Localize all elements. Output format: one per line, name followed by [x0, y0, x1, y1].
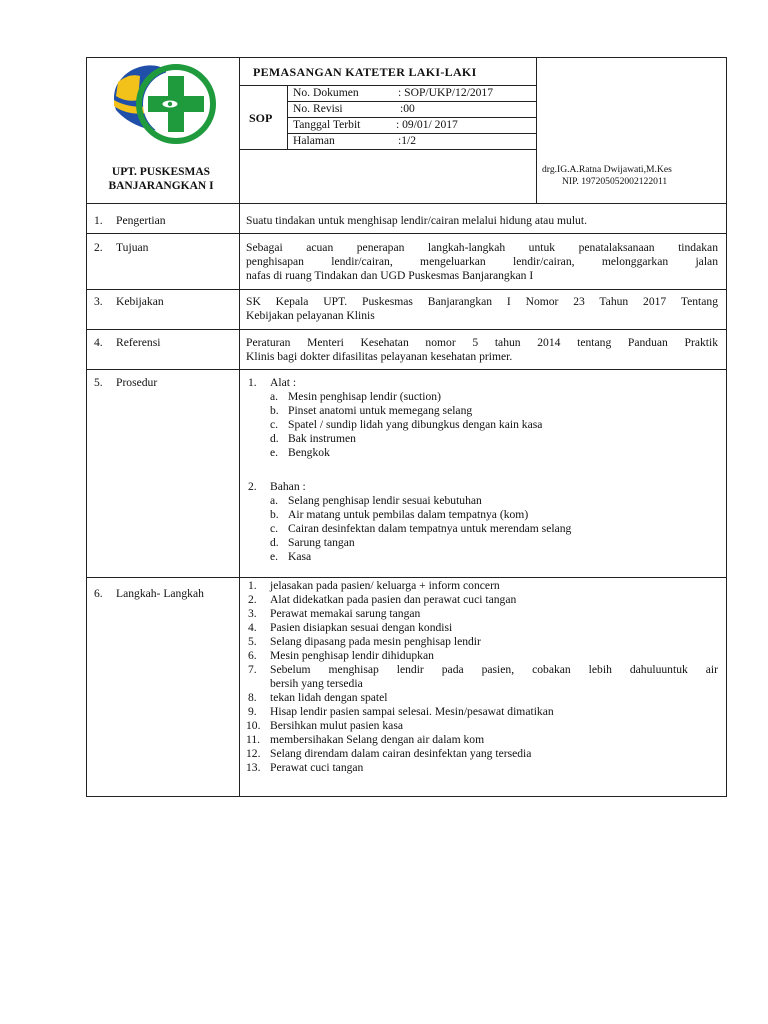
header-mid-line [239, 149, 536, 150]
section-label-kebijakan: Kebijakan [116, 295, 164, 308]
section-divider-2 [86, 289, 727, 290]
langkah-number: 2. [248, 593, 257, 606]
langkah-item: Perawat cuci tangan [270, 761, 364, 774]
sop-label: SOP [249, 111, 273, 125]
langkah-number: 12. [246, 747, 261, 760]
alat-item: Spatel / sundip lidah yang dibungkus dengan kain kasa [288, 418, 543, 431]
bahan-item: Cairan desinfektan dalam tempatnya untuk merendam selang [288, 522, 572, 535]
section-divider-4 [86, 369, 727, 370]
alat-number: 1. [248, 376, 257, 389]
section-number-3: 3. [94, 295, 103, 308]
langkah-number: 13. [246, 761, 261, 774]
doc-info-value-number: : SOP/UKP/12/2017 [398, 86, 494, 99]
puskesmas-logo [104, 60, 230, 148]
bahan-item-letter: d. [270, 536, 279, 549]
unit-name-line-2: BANJARANGKAN I [108, 180, 214, 192]
doc-info-value-revision: :00 [400, 102, 415, 115]
alat-item-letter: e. [270, 446, 279, 459]
section-label-tujuan: Tujuan [116, 241, 149, 254]
alat-item: Pinset anatomi untuk memegang selang [288, 404, 473, 417]
langkah-number: 10. [246, 719, 261, 732]
bahan-item-letter: b. [270, 508, 279, 521]
kebijakan-line-1: SK Kepala UPT. Puskesmas Banjarangkan I Nomor 23 Tahun 2017 Tentang [246, 295, 718, 308]
header-divider-right [536, 57, 537, 203]
langkah-item: Alat didekatkan pada pasien dan perawat cuci tangan [270, 593, 517, 606]
doc-info-value-date: : 09/01/ 2017 [396, 118, 458, 131]
section-divider-1 [86, 233, 727, 234]
langkah-item: membersihakan Selang dengan air dalam kom [270, 733, 485, 746]
header-divider-left [239, 57, 240, 797]
langkah-item: Pasien disiapkan sesuai dengan kondisi [270, 621, 453, 634]
bahan-item: Selang penghisap lendir sesuai kebutuhan [288, 494, 482, 507]
langkah-number: 6. [248, 649, 257, 662]
langkah-item: Sebelum menghisap lendir pada pasien, cobakan lebih dahuluuntuk air [270, 663, 718, 676]
alat-item: Bengkok [288, 446, 330, 459]
langkah-item: Hisap lendir pasien sampai selesai. Mesin/pesawat dimatikan [270, 705, 554, 718]
section-number-5: 5. [94, 376, 103, 389]
doc-info-label-revision: No. Revisi [293, 102, 343, 115]
doc-info-label-page: Halaman [293, 134, 335, 147]
alat-title: Alat : [270, 376, 297, 389]
langkah-number: 9. [248, 705, 257, 718]
section-label-referensi: Referensi [116, 336, 161, 349]
doc-info-label-date: Tanggal Terbit [293, 118, 361, 131]
bahan-item-letter: c. [270, 522, 279, 535]
section-divider-3 [86, 329, 727, 330]
referensi-line-2: Klinis bagi dokter difasilitas pelayanan kesehatan primer. [246, 350, 513, 363]
signer-name: drg.IG.A.Ratna Dwijawati,M.Kes [542, 164, 672, 175]
section-label-prosedur: Prosedur [116, 376, 158, 389]
unit-name-line-1: UPT. PUSKESMAS [111, 166, 211, 178]
langkah-item: Selang dipasang pada mesin penghisap lendir [270, 635, 481, 648]
document-title: PEMASANGAN KATETER LAKI-LAKI [253, 65, 477, 79]
header-bottom-line [86, 203, 727, 204]
alat-item: Mesin penghisap lendir (suction) [288, 390, 441, 403]
langkah-item: Perawat memakai sarung tangan [270, 607, 421, 620]
bahan-item: Kasa [288, 550, 312, 563]
referensi-line-1: Peraturan Menteri Kesehatan nomor 5 tahun 2014 tentang Panduan Praktik [246, 336, 718, 349]
section-number-6: 6. [94, 587, 103, 600]
langkah-number: 8. [248, 691, 257, 704]
alat-item-letter: d. [270, 432, 279, 445]
alat-item: Bak instrumen [288, 432, 356, 445]
doc-info-label-number: No. Dokumen [293, 86, 359, 99]
langkah-item-continued: bersih yang tersedia [270, 677, 363, 690]
langkah-item: Mesin penghisap lendir dihidupkan [270, 649, 434, 662]
section-number-4: 4. [94, 336, 103, 349]
bahan-item: Sarung tangan [288, 536, 355, 549]
bahan-item-letter: a. [270, 494, 279, 507]
section-number-2: 2. [94, 241, 103, 254]
langkah-item: tekan lidah dengan spatel [270, 691, 388, 704]
langkah-number: 5. [248, 635, 257, 648]
tujuan-line-2: penghisapan lendir/cairan, mengeluarkan lendir/cairan, melonggarkan jalan [246, 255, 718, 268]
langkah-item: Bersihkan mulut pasien kasa [270, 719, 403, 732]
bahan-title: Bahan : [270, 480, 306, 493]
section-number-1: 1. [94, 214, 103, 227]
langkah-number: 7. [248, 663, 257, 676]
kebijakan-line-2: Kebijakan pelayanan Klinis [246, 309, 375, 322]
section-label-langkah: Langkah- Langkah [116, 587, 204, 600]
alat-item-letter: c. [270, 418, 279, 431]
pengertian-text: Suatu tindakan untuk menghisap lendir/cairan melalui hidung atau mulut. [246, 214, 587, 227]
signer-nip: NIP. 197205052002122011 [562, 176, 668, 187]
tujuan-line-1: Sebagai acuan penerapan langkah-langkah untuk penatalaksanaan tindakan [246, 241, 718, 254]
bahan-item: Air matang untuk pembilas dalam tempatnya (kom) [288, 508, 529, 521]
bahan-item-letter: e. [270, 550, 279, 563]
regional-emblem-accent [116, 75, 140, 101]
langkah-item: Selang direndam dalam cairan desinfektan yang tersedia [270, 747, 532, 760]
alat-item-letter: a. [270, 390, 279, 403]
alat-item-letter: b. [270, 404, 279, 417]
section-label-pengertian: Pengertian [116, 214, 166, 227]
tujuan-line-3: nafas di ruang Tindakan dan UGD Puskesmas Banjarangkan I [246, 269, 534, 282]
langkah-number: 4. [248, 621, 257, 634]
doc-info-value-page: :1/2 [398, 134, 417, 147]
section-divider-5 [86, 577, 727, 578]
langkah-item: jelasakan pada pasien/ keluarga + inform concern [270, 579, 500, 592]
langkah-number: 1. [248, 579, 257, 592]
bahan-number: 2. [248, 480, 257, 493]
langkah-number: 3. [248, 607, 257, 620]
langkah-number: 11. [246, 733, 261, 746]
